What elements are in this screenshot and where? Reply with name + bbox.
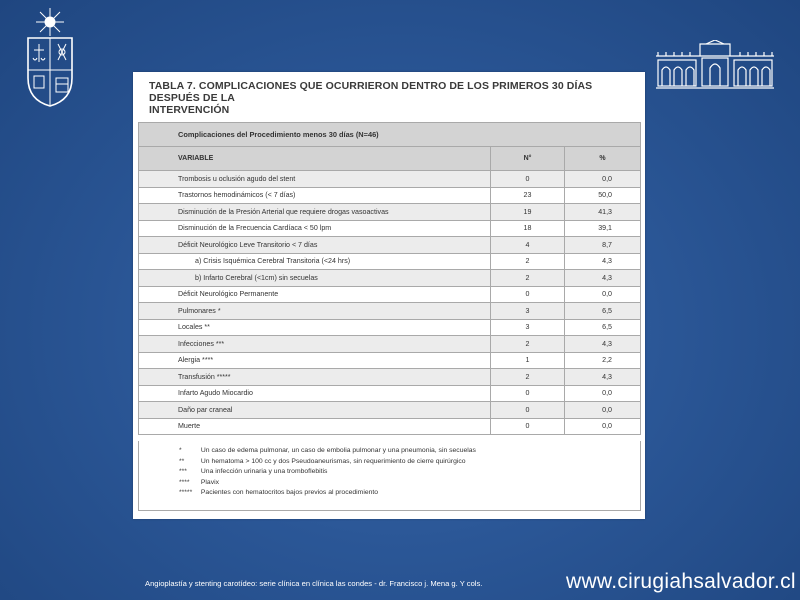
row-n: 2 [491,253,565,270]
footnote-mark: *** [179,468,187,475]
row-pct: 6,5 [565,319,641,336]
table-row [139,171,641,188]
row-pct: 8,7 [565,237,641,254]
row-pct: 50,0 [565,187,641,204]
table-caption: Complicaciones del Procedimiento menos 30 días (N=46) [139,123,641,147]
row-label: b) Infarto Cerebral (<1cm) sin secuelas [139,270,491,287]
footnote-text: Pacientes con hematocritos bajos previos al procedimiento [200,489,379,496]
row-pct: 0,0 [565,418,641,435]
row-n: 0 [491,418,565,435]
row-pct: 0,0 [565,385,641,402]
table-row [139,270,641,287]
footnote-text: Un caso de edema pulmonar, un caso de embolia pulmonar y una pneumonia, sin secuelas [200,447,476,454]
footnote-mark: **** [179,478,190,486]
row-n: 3 [491,303,565,320]
table-row [139,319,641,336]
row-pct: 2,2 [565,352,641,369]
row-n: 1 [491,352,565,369]
header-n: N° [491,147,565,171]
row-n: 19 [491,204,565,221]
citation-text: Angioplastía y stenting carotídeo: serie clínica en clínica las condes - dr. Francisco j. Mena g. Y cols. [145,579,483,588]
row-label: Trastornos hemodinámicos (< 7 días) [139,187,491,204]
table-row [139,204,641,221]
footnote-text: Plavix [200,478,220,486]
footnote-mark: ** [179,457,185,465]
row-label: Disminución de la Presión Arterial que requiere drogas vasoactivas [139,204,491,221]
row-label: Disminución de la Frecuencia Cardíaca < 50 lpm [139,220,491,237]
row-label: Déficit Neurológico Leve Transitorio < 7 días [139,237,491,254]
row-label: a) Crisis Isquémica Cerebral Transitoria (<24 hrs) [139,253,491,270]
row-pct: 41,3 [565,204,641,221]
row-n: 18 [491,220,565,237]
row-label: Infecciones *** [139,336,491,353]
row-pct: 4,3 [565,369,641,386]
table-document-image [133,72,645,519]
row-n: 23 [491,187,565,204]
footnote [179,488,640,499]
row-label: Daño par craneal [139,402,491,419]
row-label: Muerte [139,418,491,435]
table-footnotes [138,441,641,511]
row-n: 0 [491,171,565,188]
row-label: Locales ** [139,319,491,336]
footnote-text: Una infección urinaria y una tromboflebitis [200,468,328,475]
table-title-line-2: INTERVENCIÓN [149,104,230,116]
footnote [179,467,640,478]
table-row [139,402,641,419]
row-pct: 39,1 [565,220,641,237]
footnote [179,457,640,468]
row-label: Déficit Neurológico Permanente [139,286,491,303]
table-title [149,80,637,116]
footnote-text: Un hematoma > 100 cc y dos Pseudoaneurismas, sin requerimiento de cierre quirúrgico [200,457,466,465]
row-n: 0 [491,286,565,303]
footnote [179,478,640,489]
row-n: 2 [491,270,565,287]
header-pct: % [565,147,641,171]
table-title-line-1: TABLA 7. COMPLICACIONES QUE OCURRIERON DENTRO DE LOS PRIMEROS 30 DÍAS DESPUÉS DE LA [149,80,593,104]
table-row [139,237,641,254]
row-label: Alergia **** [139,352,491,369]
row-n: 0 [491,402,565,419]
row-label: Transfusión ***** [139,369,491,386]
footnote-mark: * [179,447,182,454]
row-pct: 4,3 [565,270,641,287]
hospital-building-logo [654,40,776,92]
row-label: Infarto Agudo Miocardio [139,385,491,402]
table-row [139,385,641,402]
row-pct: 4,3 [565,253,641,270]
footnote [179,446,640,457]
table-header-row [139,147,641,171]
table-row [139,352,641,369]
table-row [139,286,641,303]
table-caption-row [139,123,641,147]
header-variable: VARIABLE [139,147,491,171]
row-n: 2 [491,336,565,353]
row-pct: 0,0 [565,286,641,303]
row-pct: 0,0 [565,402,641,419]
table-row [139,187,641,204]
table-row [139,418,641,435]
row-n: 0 [491,385,565,402]
row-n: 4 [491,237,565,254]
complications-table [138,122,641,435]
website-url: www.cirugiahsalvador.cl [566,570,796,593]
footnote-mark: ***** [179,489,193,496]
row-label: Trombosis u oclusión agudo del stent [139,171,491,188]
table-row [139,369,641,386]
row-pct: 0,0 [565,171,641,188]
table-row [139,303,641,320]
row-n: 3 [491,319,565,336]
table-row [139,220,641,237]
university-crest-logo [22,8,78,108]
row-label: Pulmonares * [139,303,491,320]
row-n: 2 [491,369,565,386]
table-row [139,336,641,353]
row-pct: 4,3 [565,336,641,353]
table-row [139,253,641,270]
row-pct: 6,5 [565,303,641,320]
